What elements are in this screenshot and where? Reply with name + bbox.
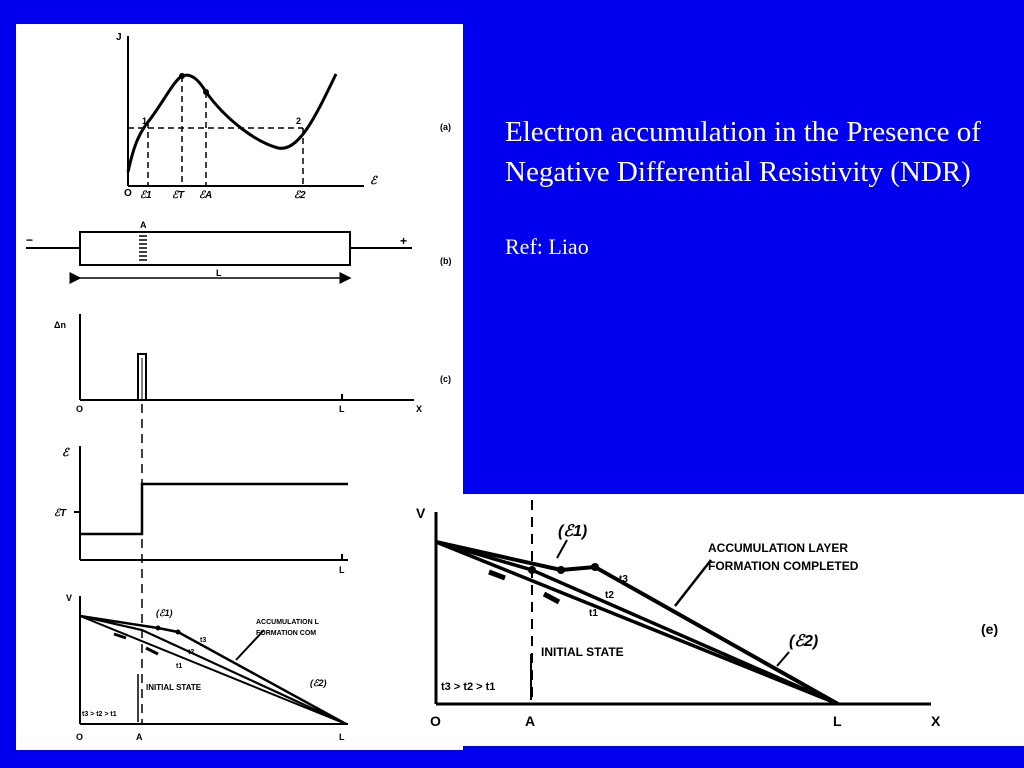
panel-e-large-dot-2 bbox=[591, 563, 599, 571]
panel-b-charge-layer bbox=[139, 236, 147, 260]
panel-e-small-a: A bbox=[136, 732, 143, 742]
slide-title: Electron accumulation in the Presence of Negative Differential Resistivity (NDR) bbox=[505, 116, 981, 188]
panel-c-density bbox=[54, 314, 451, 414]
panel-a-x-label: ℰ bbox=[370, 175, 377, 187]
panel-e-large-x-label: X bbox=[931, 713, 941, 729]
panel-e-small-accum-line1: ACCUMULATION L bbox=[256, 619, 319, 626]
panel-e-small-l: L bbox=[339, 732, 345, 742]
panel-e-large-t3-label: t3 bbox=[619, 574, 628, 585]
panel-e-small-dot-2 bbox=[176, 630, 181, 635]
panel-d-field bbox=[54, 446, 348, 575]
panel-d-end: L bbox=[339, 565, 345, 575]
panel-a-ea-point bbox=[203, 89, 209, 95]
panel-e-large-accum-line1: ACCUMULATION LAYER bbox=[708, 541, 848, 555]
right-figure-panel bbox=[401, 494, 1024, 746]
panel-e-small-accum-line2: FORMATION COM bbox=[256, 630, 317, 637]
panel-e-large-label: (e) bbox=[981, 621, 999, 637]
panel-b-label: (b) bbox=[440, 256, 452, 266]
panel-e-large-e2-leader bbox=[777, 652, 789, 666]
panel-e-small-initial: INITIAL STATE bbox=[146, 683, 202, 692]
panel-e-small-order: t3 > t2 > t1 bbox=[82, 711, 117, 718]
panel-a-curve bbox=[128, 74, 336, 172]
panel-c-origin: O bbox=[76, 404, 84, 414]
panel-b-length: L bbox=[216, 268, 222, 278]
panel-e-small-origin: O bbox=[76, 732, 84, 742]
panel-e-large-a: A bbox=[525, 713, 536, 729]
panel-e-small-t1-label: t1 bbox=[176, 663, 183, 670]
panel-c-label: (c) bbox=[440, 374, 451, 384]
slide-reference: Ref: Liao bbox=[505, 234, 589, 259]
panel-c-x-label: X bbox=[416, 404, 423, 414]
panel-a-point-2: 2 bbox=[296, 116, 302, 126]
panel-d-y-label: ℰ bbox=[62, 447, 69, 459]
panel-e-small-e1: (ℰ1) bbox=[156, 608, 173, 618]
panel-b-minus: − bbox=[26, 233, 34, 247]
panel-d-field-step bbox=[80, 484, 348, 534]
panel-b-plus: + bbox=[400, 234, 408, 248]
panel-e-large-t2-label: t2 bbox=[605, 590, 614, 601]
panel-d-threshold: ℰT bbox=[54, 508, 67, 519]
panel-e-small-dot-1 bbox=[156, 626, 161, 631]
panel-e-large-accum-line2: FORMATION COMPLETED bbox=[708, 559, 859, 573]
panel-b-sample bbox=[26, 220, 452, 278]
panel-e-large-e2: (ℰ2) bbox=[789, 633, 819, 650]
panel-e-large-e1-leader bbox=[557, 540, 567, 558]
panel-a-tick-ea: ℰA bbox=[199, 190, 213, 201]
panel-e-large-e1: (ℰ1) bbox=[558, 523, 588, 540]
panel-a-peak-point bbox=[179, 73, 185, 79]
panel-e-large-dot-1 bbox=[557, 566, 565, 574]
panel-e-small-t3-label: t3 bbox=[200, 637, 207, 644]
panel-e-large-dot-3 bbox=[528, 566, 536, 574]
panel-e-large-origin: O bbox=[430, 713, 441, 729]
panel-e-small-e2: (ℰ2) bbox=[310, 678, 327, 688]
panel-b-bar bbox=[80, 232, 350, 265]
panel-e-large-potential bbox=[416, 500, 998, 729]
panel-e-small-t2-label: t2 bbox=[188, 649, 195, 656]
left-figure-svg bbox=[16, 24, 463, 750]
panel-e-large-accum-leader bbox=[675, 560, 711, 606]
panel-e-large-initial: INITIAL STATE bbox=[541, 645, 624, 659]
panel-e-small-y-label: V bbox=[66, 593, 73, 603]
panel-a-tick-et: ℰT bbox=[172, 190, 185, 201]
panel-a-y-label: J bbox=[116, 32, 122, 43]
panel-a-origin: O bbox=[124, 188, 132, 199]
panel-a-point-1: 1 bbox=[142, 116, 148, 126]
right-figure-svg bbox=[401, 494, 1024, 746]
panel-c-y-label: Δn bbox=[54, 320, 66, 330]
panel-b-point-a: A bbox=[140, 220, 147, 230]
panel-a-label: (a) bbox=[440, 122, 451, 132]
panel-e-large-l: L bbox=[833, 713, 842, 729]
panel-e-large-y-label: V bbox=[416, 505, 426, 521]
panel-e-large-arrow-2 bbox=[544, 594, 559, 602]
panel-a-tick-e1: ℰ1 bbox=[140, 190, 152, 201]
panel-a-tick-e2: ℰ2 bbox=[294, 190, 306, 201]
panel-e-small-arrow-2 bbox=[146, 648, 158, 654]
left-figure-panel bbox=[16, 24, 463, 750]
panel-e-small-potential bbox=[66, 593, 348, 742]
panel-e-large-t1-label: t1 bbox=[589, 608, 598, 619]
panel-e-large-order: t3 > t2 > t1 bbox=[441, 681, 496, 693]
panel-e-large-arrow-1 bbox=[489, 572, 505, 578]
panel-c-end: L bbox=[339, 404, 345, 414]
panel-a-jv-curve bbox=[116, 32, 451, 201]
